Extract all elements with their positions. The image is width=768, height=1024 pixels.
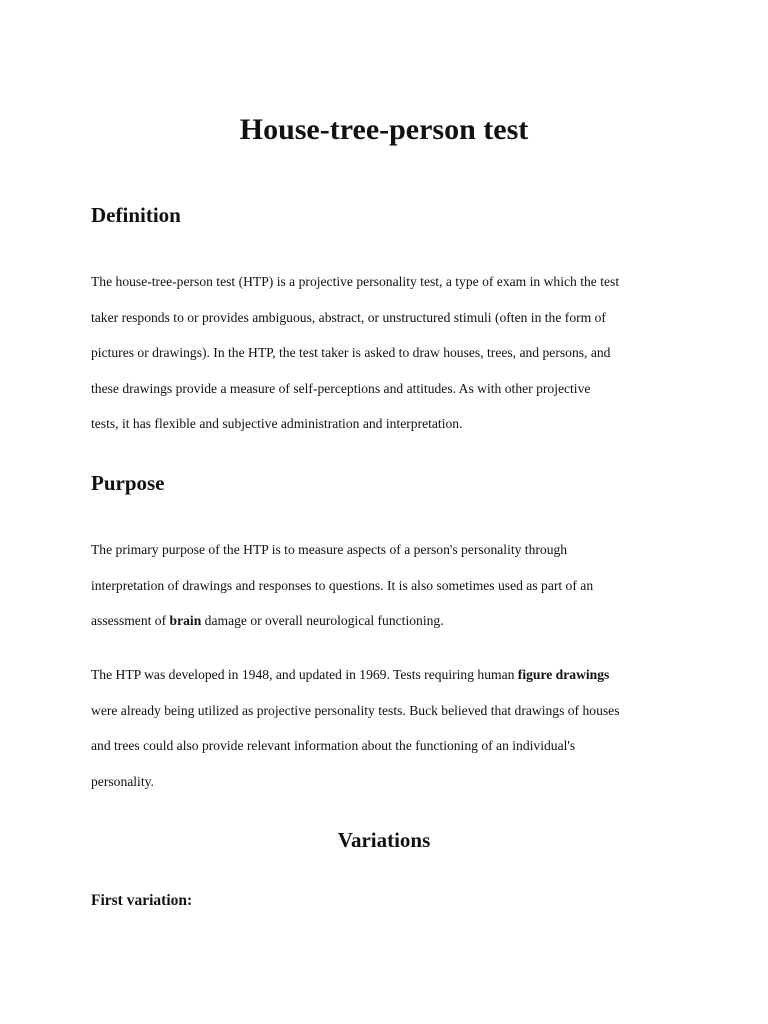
paragraph-line: were already being utilized as projective personality tests. Buck believed that drawings of houses: [91, 702, 620, 718]
paragraph-line: The primary purpose of the HTP is to measure aspects of a person's personality through: [91, 542, 568, 557]
text-run: damage or overall neurological functioning.: [201, 613, 444, 629]
purpose-heading: Purpose: [91, 471, 165, 495]
purpose-paragraph-1: [91, 532, 691, 639]
text-run: The HTP was developed in 1948, and updated in 1969. Tests requiring human: [91, 667, 518, 682]
paragraph-line: and trees could also provide relevant information about the functioning of an individual's: [91, 738, 576, 754]
paragraph-line: [91, 657, 691, 693]
paragraph-line: [91, 603, 691, 639]
paragraph-line: these drawings provide a measure of self-perceptions and attitudes. As with other projective: [91, 380, 591, 396]
document-title: House-tree-person test: [239, 113, 529, 146]
first-variation-heading: First variation:: [91, 892, 193, 909]
paragraph-line: personality.: [91, 773, 154, 789]
paragraph-line: interpretation of drawings and responses to questions. It is also sometimes used as part of an: [91, 577, 594, 593]
text-run: assessment of: [91, 613, 170, 629]
definition-paragraph: [91, 264, 691, 442]
paragraph-line: pictures or drawings). In the HTP, the test taker is asked to draw houses, trees, and persons, and: [91, 345, 611, 361]
paragraph-line: taker responds to or provides ambiguous, abstract, or unstructured stimuli (often in the form of: [91, 309, 606, 325]
bold-term-figure-drawings: figure drawings: [517, 667, 610, 682]
bold-term-brain: brain: [169, 613, 202, 629]
paragraph-line: The house-tree-person test (HTP) is a projective personality test, a type of exam in which the test: [91, 274, 620, 289]
paragraph-line: tests, it has flexible and subjective administration and interpretation.: [91, 416, 463, 432]
purpose-paragraph-2: [91, 657, 691, 799]
variations-heading: Variations: [337, 828, 431, 852]
definition-heading: Definition: [91, 203, 181, 227]
